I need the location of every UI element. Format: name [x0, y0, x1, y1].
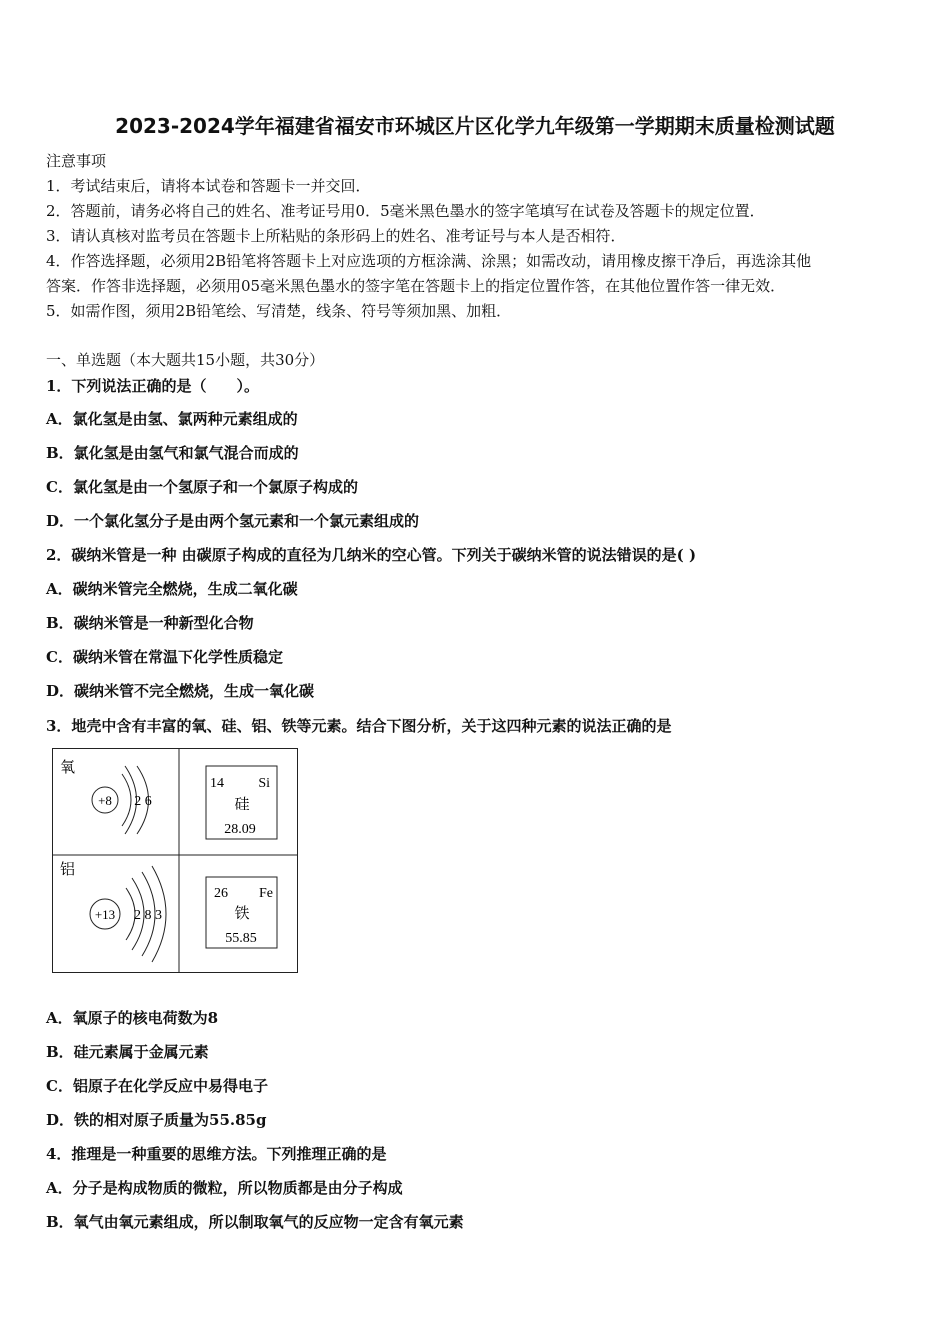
- iron-name: 铁: [234, 904, 250, 922]
- question-1-option-b: B．氯化氢是由氢气和氯气混合而成的: [46, 444, 299, 462]
- question-3-option-b: B．硅元素属于金属元素: [46, 1043, 209, 1061]
- notice-item: 答案．作答非选择题，必须用05毫米黑色墨水的签字笔在答题卡上的指定位置作答，在其他位置作答一律无效．: [46, 277, 786, 295]
- question-4-stem: 4．推理是一种重要的思维方法。下列推理正确的是: [46, 1145, 387, 1163]
- silicon-symbol: Si: [258, 776, 270, 791]
- question-1-option-a: A．氯化氢是由氢、氯两种元素组成的: [46, 410, 298, 428]
- section-heading: 一、单选题（本大题共15小题，共30分）: [46, 351, 325, 369]
- iron-number: 26: [214, 886, 228, 901]
- oxygen-nucleus: +8: [98, 793, 112, 808]
- element-figure: [52, 748, 298, 973]
- iron-symbol: Fe: [259, 886, 273, 901]
- oxygen-shells: 2 6: [134, 794, 152, 809]
- oxygen-label: 氧: [60, 758, 76, 776]
- silicon-number: 14: [210, 776, 224, 791]
- notice-item: 3．请认真核对监考员在答题卡上所粘贴的条形码上的姓名、准考证号与本人是否相符．: [46, 227, 626, 245]
- question-2-option-c: C．碳纳米管在常温下化学性质稳定: [46, 648, 283, 666]
- question-2-option-b: B．碳纳米管是一种新型化合物: [46, 614, 254, 632]
- notice-item: 4．作答选择题，必须用2B铅笔将答题卡上对应选项的方框涂满、涂黑；如需改动，请用橡皮擦干净后，再选涂其他: [46, 252, 812, 270]
- question-1-stem: 1．下列说法正确的是（ ）。: [46, 377, 259, 395]
- aluminum-nucleus: +13: [94, 907, 116, 922]
- page-title: 2023-2024学年福建省福安市环城区片区化学九年级第一学期期末质量检测试题: [115, 114, 835, 138]
- notice-item: 2．答题前，请务必将自己的姓名、准考证号用0．5毫米黑色墨水的签字笔填写在试卷及答题卡的规定位置．: [46, 202, 765, 220]
- question-1-option-c: C．氯化氢是由一个氢原子和一个氯原子构成的: [46, 478, 358, 496]
- question-3-option-d: D．铁的相对原子质量为55.85g: [46, 1111, 267, 1129]
- question-2-stem: 2．碳纳米管是一种 由碳原子构成的直径为几纳米的空心管。下列关于碳纳米管的说法错误的是( ): [46, 546, 697, 564]
- question-2-option-a: A．碳纳米管完全燃烧，生成二氧化碳: [46, 580, 298, 598]
- question-3-option-a: A．氧原子的核电荷数为8: [46, 1009, 219, 1027]
- aluminum-shells: 2 8 3: [134, 908, 162, 923]
- notice-item: 5．如需作图，须用2B铅笔绘、写清楚，线条、符号等须加黑、加粗．: [46, 302, 512, 320]
- question-4-option-b: B．氧气由氧元素组成，所以制取氧气的反应物一定含有氧元素: [46, 1213, 464, 1231]
- notice-item: 1．考试结束后，请将本试卷和答题卡一并交回．: [46, 177, 371, 195]
- notice-heading: 注意事项: [46, 152, 107, 170]
- question-3-stem: 3．地壳中含有丰富的氧、硅、铝、铁等元素。结合下图分析，关于这四种元素的说法正确的是: [46, 717, 672, 735]
- question-4-option-a: A．分子是构成物质的微粒，所以物质都是由分子构成: [46, 1179, 403, 1197]
- iron-mass: 55.85: [225, 931, 257, 946]
- aluminum-label: 铝: [60, 860, 76, 878]
- question-3-option-c: C．铝原子在化学反应中易得电子: [46, 1077, 268, 1095]
- question-1-option-d: D．一个氯化氢分子是由两个氢元素和一个氯元素组成的: [46, 512, 420, 530]
- question-2-option-d: D．碳纳米管不完全燃烧，生成一氧化碳: [46, 682, 315, 700]
- silicon-name: 硅: [234, 795, 250, 813]
- silicon-mass: 28.09: [224, 822, 256, 837]
